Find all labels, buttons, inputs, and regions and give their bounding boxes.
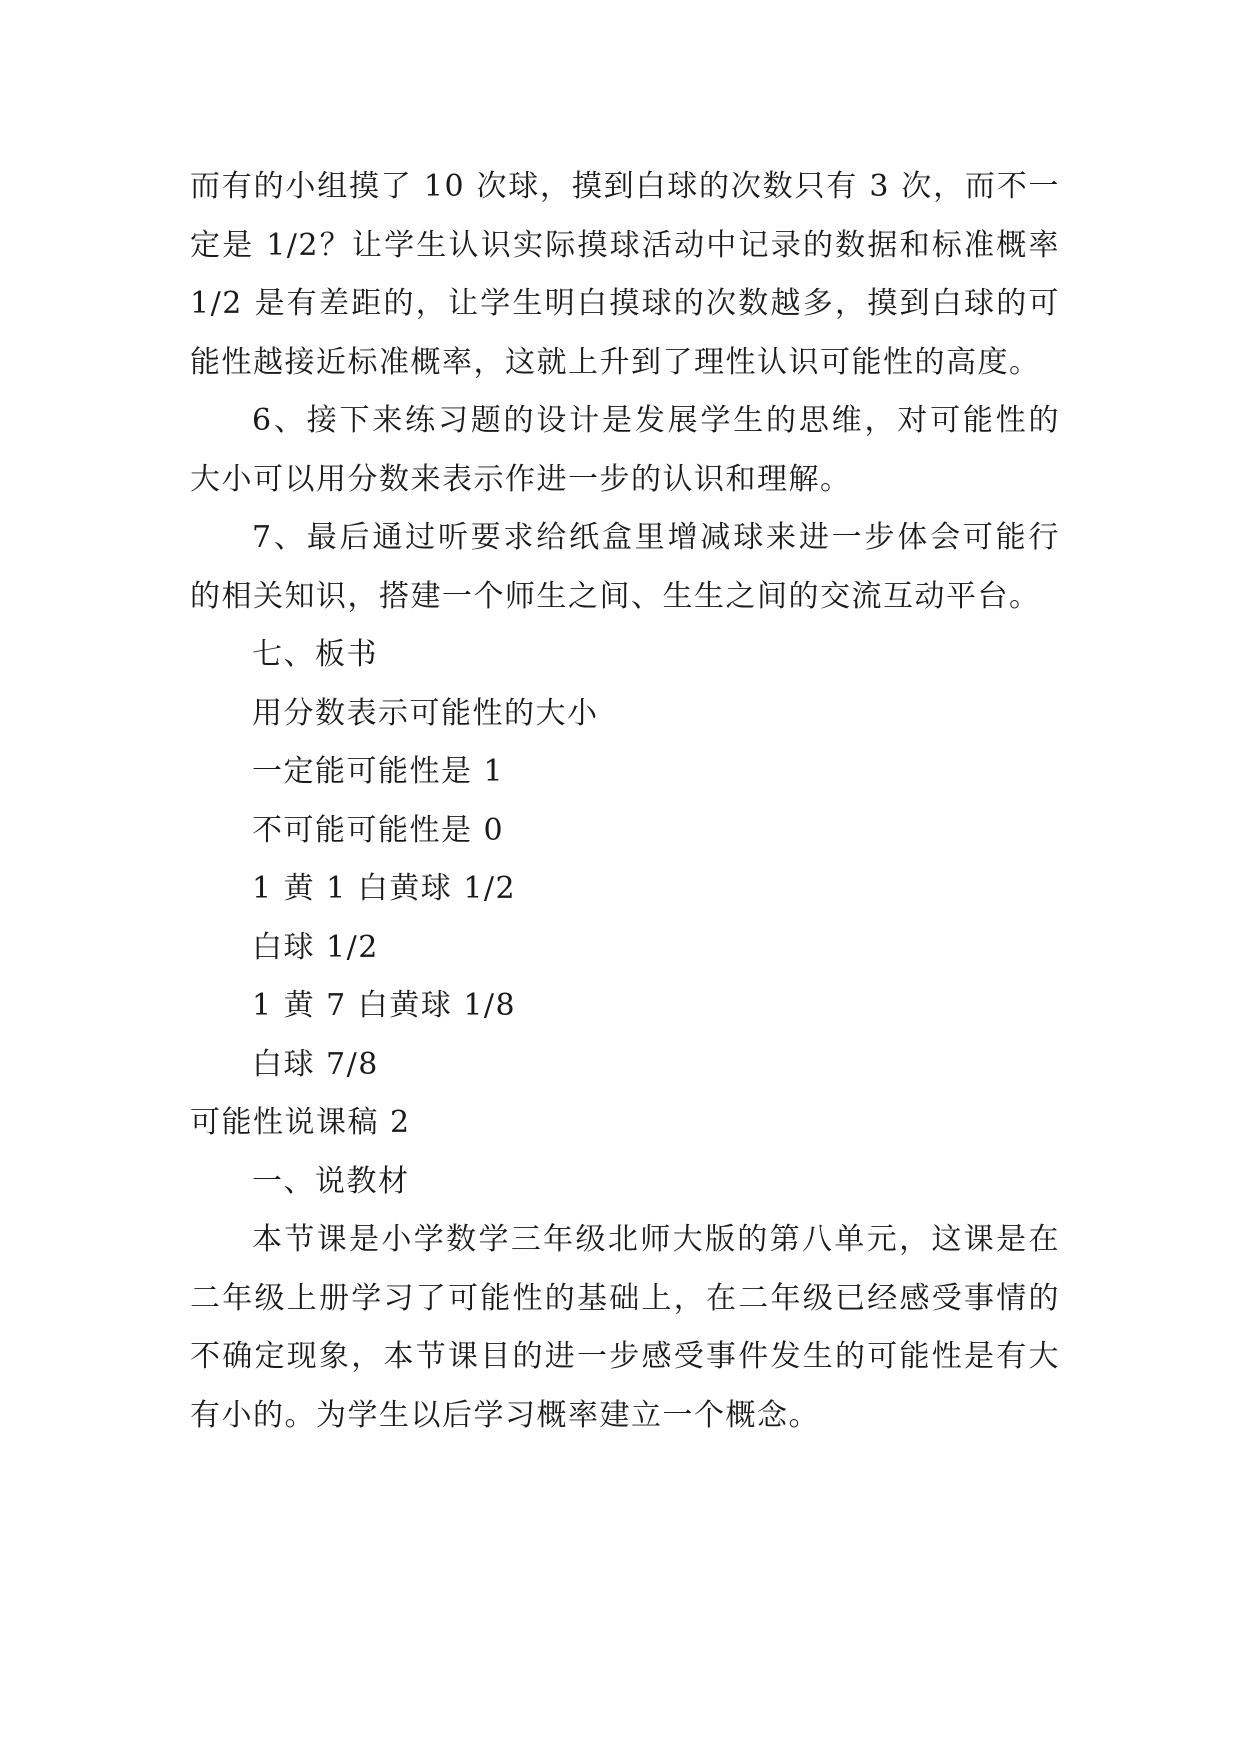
board-line: 1 黄 1 白黄球 1/2 xyxy=(252,871,517,906)
board-line: 不可能可能性是 0 xyxy=(252,812,505,848)
board-line: 用分数表示可能性的大小 xyxy=(252,695,599,731)
document-page xyxy=(190,158,1060,1445)
board-heading: 七、板书 xyxy=(252,637,378,672)
board-line: 白球 1/2 xyxy=(252,929,379,965)
paragraph-item-7: 7、最后通过听要求给纸盒里增减球来进一步体会可能行的相关知识，搭建一个师生之间、生生之间的交流互动平台。 xyxy=(190,520,1060,614)
paragraph-continuation: 而有的小组摸了 10 次球，摸到白球的次数只有 3 次，而不一定是 1/2？让学生认识实际摸球活动中记录的数据和标准概率 1/2 是有差距的，让学生明白摸球的次数越多，摸到白球的可能性越接近标准概率，这就上升到了理性认识可能性的高度。 xyxy=(190,169,1060,380)
section-subheading: 一、说教材 xyxy=(252,1163,410,1199)
board-line: 1 黄 7 白黄球 1/8 xyxy=(252,988,517,1023)
board-line: 一定能可能性是 1 xyxy=(252,754,505,789)
paragraph-item-6: 6、接下来练习题的设计是发展学生的思维，对可能性的大小可以用分数来表示作进一步的认识和理解。 xyxy=(190,403,1060,497)
section-title: 可能性说课稿 2 xyxy=(190,1105,411,1140)
board-line: 白球 7/8 xyxy=(252,1046,379,1082)
section-body-paragraph: 本节课是小学数学三年级北师大版的第八单元，这课是在二年级上册学习了可能性的基础上，在二年级已经感受事情的不确定现象，本节课目的进一步感受事件发生的可能性是有大有小的。为学生以后学习概率建立一个概念。 xyxy=(190,1222,1060,1433)
